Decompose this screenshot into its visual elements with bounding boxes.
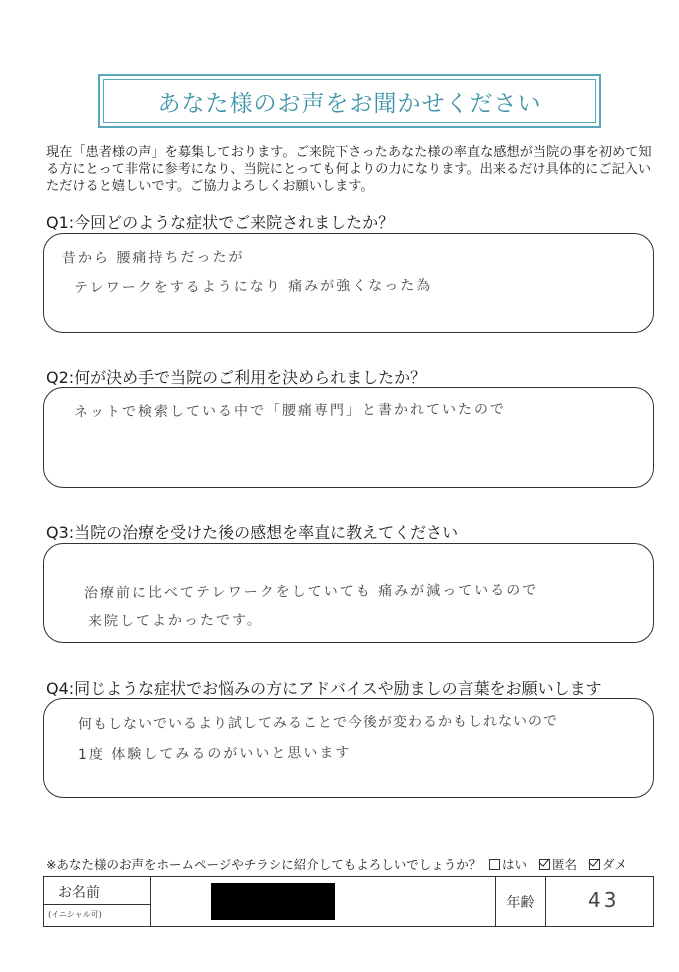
answer-1-line-1: 昔から 腰痛持ちだったが [61, 249, 245, 267]
name-sublabel: (イニシャル可) [48, 910, 102, 919]
answer-2-line-1: ネットで検索している中で「腰痛専門」と書かれていたので [73, 401, 507, 421]
answer-4-line-2: 1度 体験してみるのがいいと思います [77, 745, 352, 763]
question-4-label: Q4:同じような症状でお悩みの方にアドバイスや励ましの言葉をお願いします [46, 679, 602, 698]
answer-1-line-2: テレワークをするようになり 痛みが強くなった為 [73, 277, 433, 297]
checked-checkbox-icon[interactable] [539, 859, 550, 870]
page-title: あなた様のお声をお聞かせください [157, 90, 542, 117]
age-field[interactable] [546, 877, 653, 926]
title-box [98, 74, 601, 128]
question-2-label: Q2:何が決め手で当院のご利用を決められましたか？ [46, 368, 427, 387]
consent-option-no[interactable]: ダメ [589, 855, 627, 873]
consent-options [489, 855, 635, 873]
publish-consent-row [46, 855, 656, 873]
consent-option-yes[interactable]: はい [489, 855, 527, 873]
name-field[interactable] [151, 877, 496, 926]
consent-question: ※あなた様のお声をホームページやチラシに紹介してもよろしいでしょうか？ [46, 857, 482, 872]
age-label-cell [496, 877, 546, 926]
answer-box-3[interactable] [43, 543, 654, 643]
answer-box-1[interactable] [43, 233, 654, 333]
answer-3-line-1: 治療前に比べてテレワークをしていても 痛みが減っているので [83, 582, 539, 602]
question-1-label: Q1:今回どのような症状でご来院されましたか？ [46, 213, 395, 232]
age-value: 43 [588, 888, 620, 912]
question-3-label: Q3:当院の治療を受けた後の感想を率直に教えてください [46, 523, 459, 542]
divider [44, 904, 150, 905]
answer-box-4[interactable] [43, 698, 654, 798]
checkbox-icon[interactable] [489, 859, 500, 870]
age-label: 年齢 [506, 895, 535, 911]
redacted-name [211, 883, 335, 920]
consent-option-anonymous[interactable]: 匿名 [539, 855, 577, 873]
answer-box-2[interactable] [43, 387, 654, 488]
answer-3-line-2: 来院してよかったです。 [87, 612, 263, 630]
name-label: お名前 [58, 885, 100, 901]
name-label-cell [44, 877, 151, 926]
checked-checkbox-icon[interactable] [589, 859, 600, 870]
intro-text: 現在「患者様の声」を募集しております。ご来院下さったあなた様の率直な感想が当院の事を初めて知る方にとって非常に参考になり、当院にとっても何よりの力になります。出来るだけ具体的にご記入いただけると嬉しいです。ご協力よろしくお願いします。 [46, 145, 652, 194]
name-age-table [43, 876, 654, 927]
answer-4-line-1: 何もしないでいるより試してみることで今後が変わるかもしれないので [77, 713, 559, 733]
